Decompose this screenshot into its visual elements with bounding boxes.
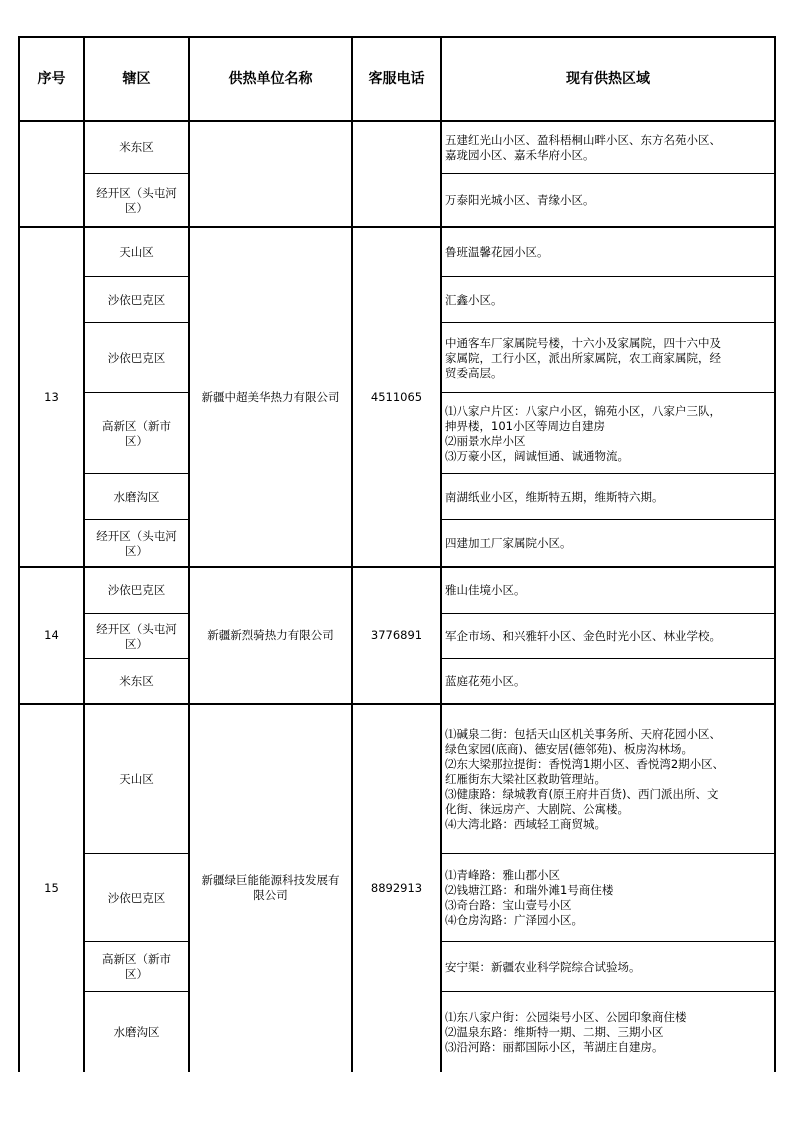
grid-line xyxy=(84,322,189,323)
header-unit: 供热单位名称 xyxy=(228,70,313,87)
header-seq: 序号 xyxy=(37,70,66,87)
unit-cell: 新疆中超美华热力有限公司 xyxy=(201,389,340,404)
area-cell: ⑴东八家户街：公园柒号小区、公园印象商住楼 ⑵温泉东路：维斯特一期、二期、三期小区 ⑶沿河路：丽都国际小区，苇湖庄自建房。 xyxy=(445,1009,687,1054)
grid-line xyxy=(84,991,189,992)
district-cell: 天山区 xyxy=(119,771,154,786)
area-cell: 安宁渠：新疆农业科学院综合试验场。 xyxy=(445,959,641,974)
area-cell: 鲁班温馨花园小区。 xyxy=(445,244,549,259)
header-district: 辖区 xyxy=(122,70,151,87)
area-cell: 五建红光山小区、盈科梧桐山畔小区、东方名苑小区、 嘉珑园小区、嘉禾华府小区。 xyxy=(445,132,721,162)
unit-cell: 新疆绿巨能能源科技发展有 限公司 xyxy=(201,873,340,902)
area-cell: 蓝庭花苑小区。 xyxy=(445,674,526,688)
area-cell: ⑴碱泉二街：包括天山区机关事务所、天府花园小区、 绿色家园(底商)、德安居(德邻苑)、板房沟林场。 ⑵东大梁那拉提街：香悦湾1期小区、香悦湾2期小区、 红雁街东大梁社区救助管理站。 ⑶健康路：绿城教育(原王府井百货)、西门派出所、文 化街、徕远房产、大剧院、公寓楼。 ⑷大湾北路：西域轻工商贸城。 xyxy=(445,726,725,831)
grid-line xyxy=(441,853,775,854)
district-cell: 经开区（头屯河 区） xyxy=(96,185,177,215)
grid-line xyxy=(441,658,775,659)
grid-line xyxy=(441,473,775,474)
grid-line xyxy=(441,276,775,277)
grid-line xyxy=(441,941,775,942)
area-cell: 万泰阳光城小区、青缘小区。 xyxy=(445,193,595,207)
district-cell: 水磨沟区 xyxy=(113,1024,160,1039)
seq-cell: 14 xyxy=(44,628,59,642)
area-cell: 军企市场、和兴雅轩小区、金色时光小区、林业学校。 xyxy=(445,629,721,643)
district-cell: 天山区 xyxy=(119,244,154,259)
phone-cell: 4511065 xyxy=(370,389,423,404)
district-cell: 米东区 xyxy=(119,140,154,154)
grid-line xyxy=(18,703,776,705)
grid-line xyxy=(774,37,776,1072)
grid-line xyxy=(440,37,442,1072)
area-cell: ⑴青峰路：雅山郡小区 ⑵钱塘江路：和瑞外滩1号商住楼 ⑶奇台路：宝山壹号小区 ⑷仓房沟路：广泽园小区。 xyxy=(445,868,614,927)
grid-line xyxy=(84,473,189,474)
grid-line xyxy=(441,991,775,992)
grid-line xyxy=(441,613,775,614)
grid-line xyxy=(188,37,190,1072)
area-cell: 雅山佳境小区。 xyxy=(445,583,526,597)
district-cell: 沙依巴克区 xyxy=(107,583,166,597)
unit-cell: 新疆新烈骑热力有限公司 xyxy=(207,628,334,642)
district-cell: 经开区（头屯河 区） xyxy=(96,621,177,651)
grid-line xyxy=(351,37,353,1072)
grid-line xyxy=(84,173,189,174)
area-cell: 南湖纸业小区，维斯特五期，维斯特六期。 xyxy=(445,489,664,504)
district-cell: 沙依巴克区 xyxy=(107,292,166,307)
area-cell: 汇鑫小区。 xyxy=(445,292,503,307)
grid-line xyxy=(84,658,189,659)
grid-line xyxy=(84,853,189,854)
district-cell: 水磨沟区 xyxy=(113,489,160,504)
grid-line xyxy=(441,322,775,323)
grid-line xyxy=(84,276,189,277)
seq-cell: 15 xyxy=(44,880,59,895)
grid-line xyxy=(84,613,189,614)
grid-line xyxy=(441,173,775,174)
grid-line xyxy=(84,519,189,520)
district-cell: 沙依巴克区 xyxy=(107,890,166,905)
grid-line xyxy=(18,566,776,568)
district-cell: 沙依巴克区 xyxy=(107,350,166,365)
area-cell: ⑴八家户片区：八家户小区，锦苑小区，八家户三队， 抻畀楼，101小区等周边自建房 ⑵丽景水岸小区 ⑶万豪小区，阔诚恒通、诚通物流。 xyxy=(445,403,721,463)
grid-line xyxy=(84,392,189,393)
header-area: 现有供热区域 xyxy=(566,70,650,87)
header-phone: 客服电话 xyxy=(368,70,425,87)
grid-line xyxy=(18,37,20,1072)
grid-line xyxy=(441,392,775,393)
grid-line xyxy=(18,36,776,38)
seq-cell: 13 xyxy=(44,389,59,404)
district-cell: 高新区（新市 区） xyxy=(102,418,171,448)
district-cell: 经开区（头屯河 区） xyxy=(96,528,177,558)
district-cell: 米东区 xyxy=(119,674,154,688)
grid-line xyxy=(18,226,776,228)
district-cell: 高新区（新市 区） xyxy=(102,952,171,981)
phone-cell: 3776891 xyxy=(370,628,423,642)
grid-line xyxy=(83,37,85,1072)
phone-cell: 8892913 xyxy=(370,880,423,895)
grid-line xyxy=(84,941,189,942)
area-cell: 四建加工厂家属院小区。 xyxy=(445,536,572,550)
grid-line xyxy=(18,120,776,122)
grid-line xyxy=(441,519,775,520)
area-cell: 中通客车厂家属院号楼，十六小及家属院，四十六中及 家属院，工行小区，派出所家属院，农工商家属院，经 贸委高层。 xyxy=(445,335,721,380)
